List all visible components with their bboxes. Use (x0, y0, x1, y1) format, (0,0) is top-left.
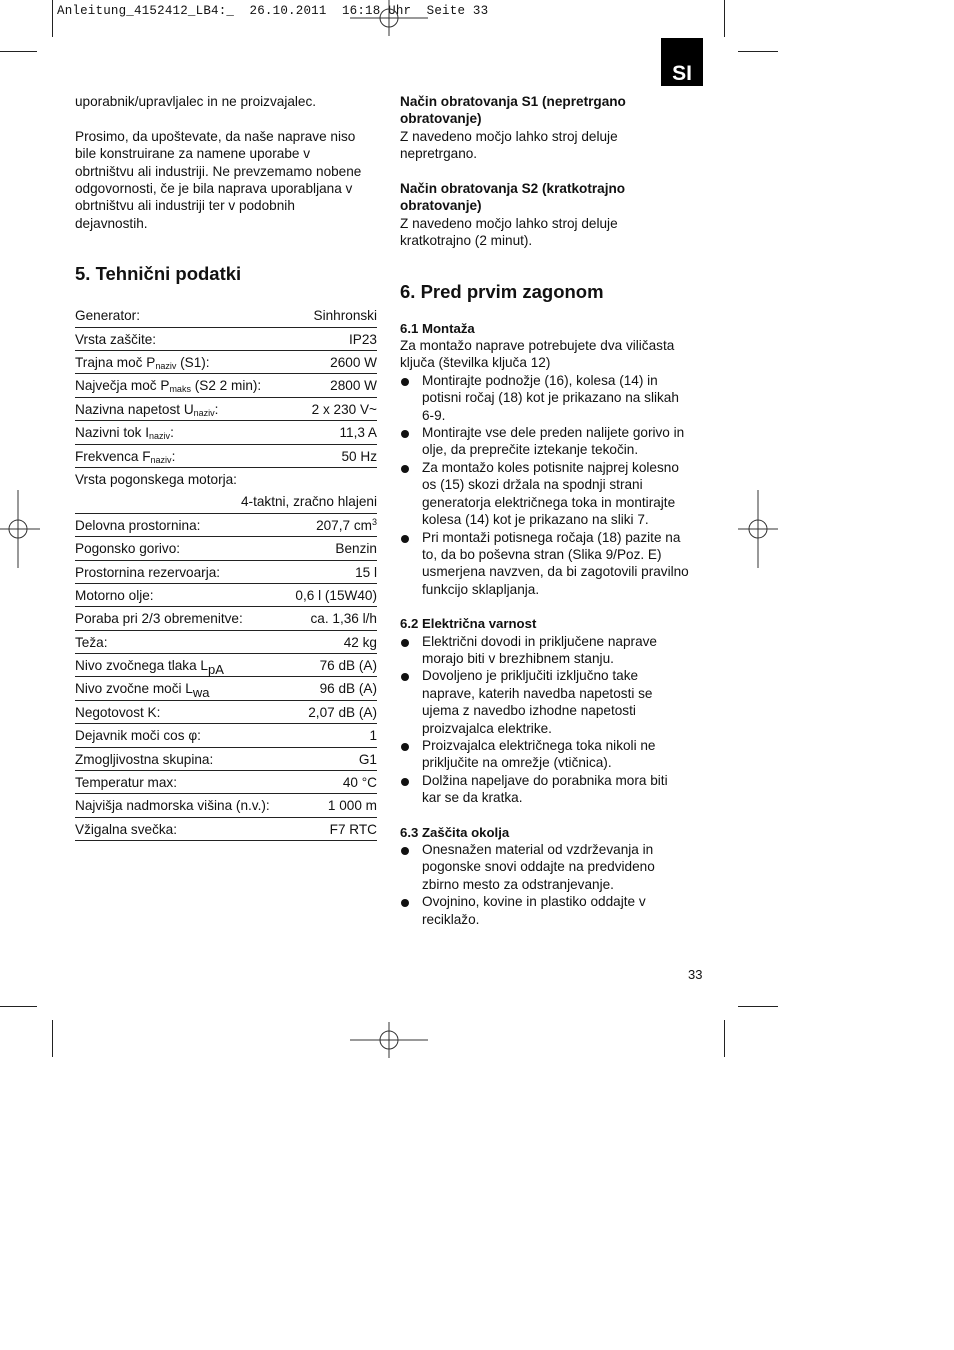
spec-value: 1 (369, 728, 377, 744)
subsection-title-electrical-safety: 6.2 Električna varnost (400, 616, 537, 632)
list-item: Ovojnino, kovine in plastiko oddajte v reciklažo. (400, 893, 710, 928)
spec-label: Nazivna napetost $U_{naziv}$: (75, 401, 219, 418)
assembly-intro: Za montažo naprave potrebujete dva viličasta ključa (številka ključa 12) (400, 338, 675, 371)
spec-label: Nazivni tok $I_{naziv}$: (75, 425, 174, 442)
table-row (75, 304, 377, 327)
spec-value: 4-taktni, zračno hlajeni (240, 494, 377, 510)
spec-label: Teža: (75, 634, 108, 650)
spec-label: Vžigalna svečka: (75, 821, 178, 837)
assembly-list (400, 372, 710, 598)
table-row (75, 513, 377, 536)
mode-s1-title: Način obratovanja S1 (nepretrgano obratovanje) (400, 94, 626, 127)
crop-mark (724, 1020, 725, 1057)
spec-label: Negotovost K: (75, 704, 161, 720)
spec-value: 15 l (355, 564, 377, 580)
spec-label: Dejavnik moči cos φ: (75, 728, 201, 744)
spec-value: 207,7 $cm^3$ (316, 516, 377, 533)
table-row (75, 397, 377, 420)
table-row (75, 537, 377, 560)
spec-value: 2800 W (330, 378, 377, 394)
spec-label: Poraba pri 2/3 obremenitve: (75, 611, 243, 627)
spec-label: Pogonsko gorivo: (75, 541, 181, 557)
table-row (75, 607, 377, 630)
spec-value: G1 (358, 751, 377, 767)
intro-paragraph-2 (75, 128, 377, 232)
subsection-title-assembly: 6.1 Montaža (400, 320, 475, 336)
technical-data-table (75, 304, 377, 841)
text-line: obrtništvu ali industriji. Ne prevzemamo nobene (75, 163, 362, 179)
environment-list (400, 841, 710, 928)
electrical-safety-list (400, 633, 710, 807)
spec-value: ca. 1,36 l/h (310, 611, 377, 627)
spec-label: Temperatur max: (75, 775, 177, 791)
text-line: dejavnostih. (75, 215, 148, 231)
crop-mark (52, 0, 53, 37)
spec-value: 40 °C (342, 775, 377, 791)
spec-label: Nivo zvočne moči Lwa (75, 681, 210, 701)
text-line: obrtništvu ali industriji ter v podobnih (75, 198, 295, 214)
print-header: Anleitung_4152412_LB4:_ 26.10.2011 16:18 Uhr Seite 33 (57, 4, 489, 18)
section-heading-before-first-use: 6. Pred prvim zagonom (400, 280, 604, 302)
table-row (75, 817, 377, 840)
spec-label: Prostornina rezervoarja: (75, 564, 221, 580)
mode-s2-title: Način obratovanja S2 (kratkotrajno obratovanje) (400, 181, 626, 214)
spec-value: IP23 (349, 331, 377, 347)
registration-mark-icon (350, 1022, 428, 1058)
list-item: Onesnažen material od vzdrževanja in pogonske snovi oddajte na predvideno zbirno mesto za odstranjevanje. (400, 841, 710, 893)
mode-s1-text: Z navedeno močjo lahko stroj deluje nepretrgano. (400, 128, 618, 162)
list-item: Montirajte vse dele preden nalijete gorivo in olje, da preprečite iztekanje tekočin. (400, 424, 710, 459)
language-tab: SI (661, 38, 703, 86)
list-item: Pri montaži potisnega ročaja (18) pazite na to, da bo poševna stran (Slika 9/Poz. E) usmerjena navzven, da bi zagotovili pravilno funkcijo sklapljanja. (400, 529, 710, 599)
spec-label: Generator: (75, 308, 140, 324)
spec-value: 2 x 230 V~ (311, 401, 377, 417)
table-row (75, 560, 377, 583)
spec-label: Vrsta pogonskega motorja: (75, 471, 237, 487)
spec-value: 42 kg (343, 634, 377, 650)
table-row (75, 630, 377, 653)
section-heading-technical-data: 5. Tehnični podatki (75, 263, 242, 285)
spec-label: Najvišja nadmorska višina (n.v.): (75, 798, 270, 814)
spec-value: 2,07 dB (A) (308, 704, 377, 720)
list-item: Montirajte podnožje (16), kolesa (14) in potisni ročaj (18) kot je prikazano na slikah 6-9. (400, 372, 710, 424)
left-column (75, 93, 377, 841)
table-row (75, 724, 377, 747)
crop-mark (0, 51, 37, 52)
list-item: Proizvajalca električnega toka nikoli ne priključite na omrežje (vtičnica). (400, 737, 710, 772)
subsection-title-environment: 6.3 Zaščita okolja (400, 824, 510, 840)
right-column (400, 93, 710, 928)
text-line: Prosimo, da upoštevate, da naše naprave niso (75, 128, 356, 144)
table-row (75, 771, 377, 794)
spec-value: 2600 W (330, 355, 377, 370)
table-row (75, 700, 377, 723)
crop-mark (52, 1020, 53, 1057)
spec-value: Sinhronski (313, 308, 377, 324)
list-item: Električni dovodi in priključene naprave morajo biti v brezhibnem stanju. (400, 633, 710, 668)
spec-value: 76 dB (A) (319, 658, 377, 674)
crop-mark (738, 1006, 778, 1007)
spec-value: 1 000 m (327, 798, 377, 814)
table-row (75, 374, 377, 397)
spec-label: Vrsta zaščite: (75, 331, 157, 347)
registration-mark-icon (350, 0, 428, 36)
page-number: 33 (688, 967, 703, 982)
spec-label: Nivo zvočnega tlaka LpA (75, 658, 224, 678)
registration-mark-icon (0, 490, 40, 568)
table-row (75, 467, 377, 490)
spec-value: 96 dB (A) (319, 681, 377, 697)
crop-mark (724, 0, 725, 37)
text-line: bile konstruirane za namene uporabe v (75, 146, 311, 162)
crop-mark (0, 1006, 37, 1007)
spec-label: Trajna moč $P_{naziv}$ (S1): (75, 355, 210, 371)
table-row (75, 794, 377, 817)
crop-mark (738, 51, 778, 52)
table-row (75, 677, 377, 700)
table-row (75, 327, 377, 350)
spec-label: Frekvenca $F_{naziv}$: (75, 448, 176, 465)
registration-mark-icon (738, 490, 778, 568)
spec-value: F7 RTC (329, 821, 377, 837)
table-row (75, 444, 377, 467)
mode-s2-text: Z navedeno močjo lahko stroj deluje kratkotrajno (2 minut). (400, 215, 618, 249)
intro-paragraph-1: uporabnik/upravljalec in ne proizvajalec. (75, 94, 317, 109)
list-item: Dolžina napeljave do porabnika mora biti kar se da kratka. (400, 772, 710, 807)
text-line: odgovornosti, če je bila naprava uporabljana v (75, 181, 353, 197)
table-row (75, 351, 377, 374)
table-row (75, 747, 377, 770)
list-item: Dovoljeno je priključiti izključno take naprave, katerih navedba napetosti se ujema z navedbo izhodne napetosti proizvajalca elektrike. (400, 667, 710, 737)
spec-value: 50 Hz (341, 448, 377, 464)
table-row (75, 490, 377, 513)
spec-value: Benzin (335, 541, 377, 557)
list-item: Za montažo koles potisnite najprej kolesno os (15) skozi držala na spodnji strani generatorja električnega toka in montirajte kolesa (14) kot je prikazano na sliki 7. (400, 459, 710, 529)
spec-label: Motorno olje: (75, 587, 154, 603)
spec-label: Največja moč $P_{maks}$ (S2 2 min): (75, 378, 262, 395)
spec-value: 11,3 A (339, 425, 377, 441)
spec-label: Zmogljivostna skupina: (75, 751, 214, 767)
spec-label: Delovna prostornina: (75, 517, 201, 533)
table-row (75, 421, 377, 444)
table-row (75, 583, 377, 606)
table-row (75, 654, 377, 677)
spec-value: 0,6 l (15W40) (295, 587, 377, 603)
